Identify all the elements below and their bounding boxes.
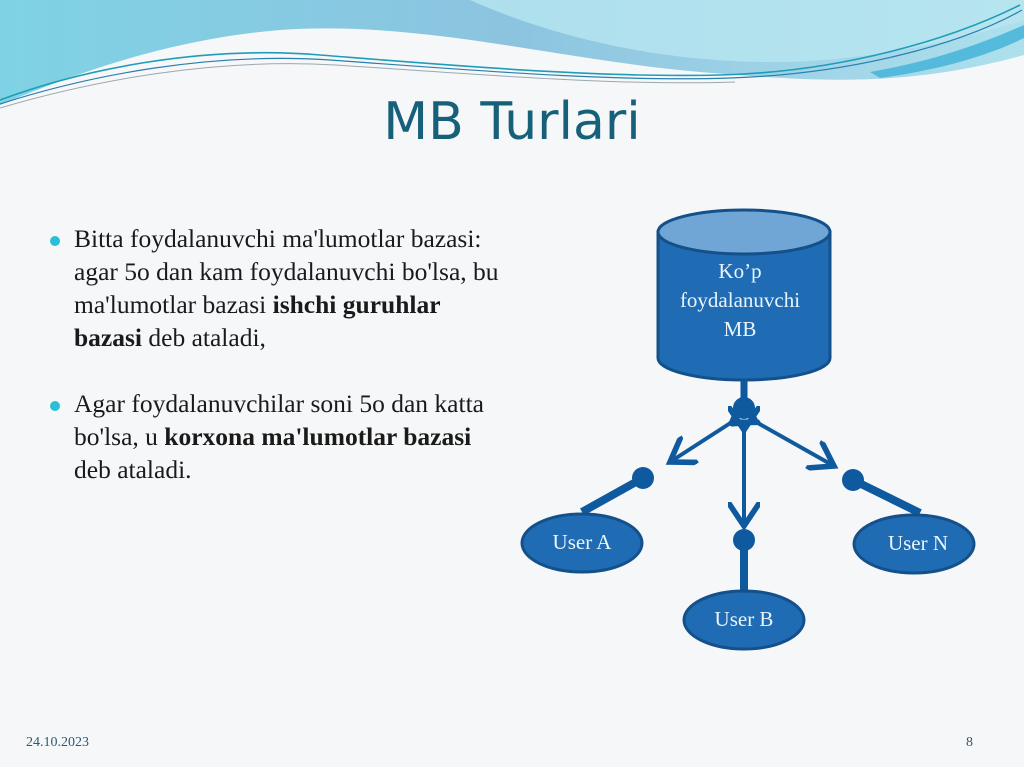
bullet-dot-icon [50, 401, 60, 411]
user-a-label: User A [552, 530, 612, 554]
bullet-text: Agar foydalanuvchilar soni 5o dan katta bo'lsa, u [74, 389, 484, 451]
bullet-text: deb ataladi. [74, 455, 192, 484]
bullet-bold-text: ishchi guruhlar bazasi [74, 290, 441, 352]
bullet-list [50, 222, 500, 519]
user-n-label: User N [887, 531, 949, 555]
footer-date: 24.10.2023 [26, 735, 89, 750]
slide-title: MB Turlari [383, 92, 641, 152]
database-label-line: Ko’p [718, 259, 762, 283]
bullet-bold-text: korxona ma'lumotlar bazasi [164, 422, 472, 451]
bullet-text: deb ataladi, [142, 323, 266, 352]
user-b-label: User B [714, 607, 774, 631]
database-label-line: MB [723, 317, 757, 341]
page-number: 8 [966, 735, 973, 750]
bullet-dot-icon [50, 236, 60, 246]
bullet-item-1 [50, 222, 500, 354]
bullet-text: Bitta foydalanuvchi ma'lumotlar bazasi: agar 5o dan kam foydalanuvchi bo'lsa, bu ma'lumotlar bazasi [74, 224, 499, 319]
bullet-item-2 [50, 387, 500, 486]
database-label [660, 257, 820, 344]
multiuser-db-diagram [510, 200, 990, 660]
database-label-line: foydalanuvchi [679, 288, 801, 312]
